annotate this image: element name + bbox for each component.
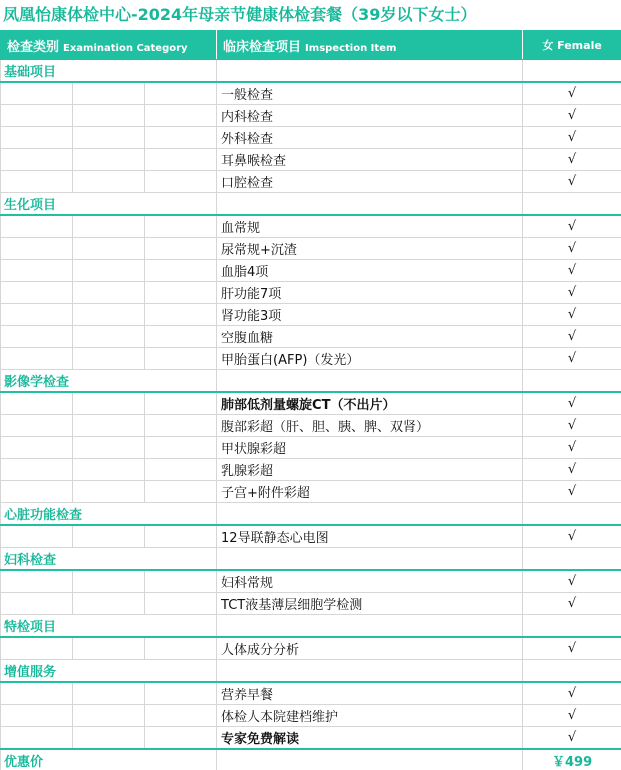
table-row	[1, 127, 621, 149]
table-row	[1, 705, 621, 727]
header-item-en: Imspection Item	[305, 43, 396, 54]
empty-cell	[145, 260, 217, 282]
item-name: 营养早餐	[217, 682, 523, 705]
empty-cell	[73, 304, 145, 326]
header-item	[217, 31, 523, 60]
price-label: 优惠价	[1, 749, 217, 770]
page-title: 凤凰怡康体检中心-2024年母亲节健康体检套餐（39岁以下女士）	[0, 0, 621, 30]
empty-cell	[145, 437, 217, 459]
category-name: 特检项目	[1, 615, 217, 638]
category-row	[1, 193, 621, 216]
empty-cell	[1, 260, 73, 282]
check-mark: √	[523, 82, 621, 105]
table-row	[1, 459, 621, 481]
item-name: 甲状腺彩超	[217, 437, 523, 459]
category-row	[1, 60, 621, 83]
empty-cell	[73, 171, 145, 193]
item-name: 子宫+附件彩超	[217, 481, 523, 503]
item-name: 体检人本院建档维护	[217, 705, 523, 727]
empty-cell	[145, 525, 217, 548]
table-row	[1, 171, 621, 193]
check-mark: √	[523, 105, 621, 127]
empty-cell	[1, 348, 73, 370]
header-category-cn: 检查类别	[7, 40, 59, 55]
item-name: 外科检查	[217, 127, 523, 149]
empty-cell	[145, 570, 217, 593]
empty-cell	[1, 215, 73, 238]
table-row	[1, 105, 621, 127]
item-name: 肝功能7项	[217, 282, 523, 304]
package-table	[0, 30, 621, 770]
item-name: 空腹血糖	[217, 326, 523, 348]
item-name: 内科检查	[217, 105, 523, 127]
check-mark: √	[523, 570, 621, 593]
empty-cell	[1, 282, 73, 304]
item-name: 乳腺彩超	[217, 459, 523, 481]
empty-cell	[145, 415, 217, 437]
header-row	[1, 31, 621, 60]
item-name: 血脂4项	[217, 260, 523, 282]
item-name: 腹部彩超（肝、胆、胰、脾、双肾）	[217, 415, 523, 437]
category-row	[1, 370, 621, 393]
check-mark: √	[523, 215, 621, 238]
header-category-en: Examination Category	[63, 43, 188, 54]
empty-cell	[73, 260, 145, 282]
table-row	[1, 727, 621, 750]
table-row	[1, 593, 621, 615]
check-mark: √	[523, 481, 621, 503]
empty-cell	[73, 105, 145, 127]
category-row	[1, 660, 621, 683]
item-name: 专家免费解读	[217, 727, 523, 750]
empty-cell	[1, 105, 73, 127]
empty-cell	[73, 238, 145, 260]
check-mark: √	[523, 171, 621, 193]
empty-cell	[145, 127, 217, 149]
item-name: 12导联静态心电图	[217, 525, 523, 548]
category-name: 影像学检查	[1, 370, 217, 393]
check-mark: √	[523, 727, 621, 750]
header-item-cn: 临床检查项目	[223, 40, 301, 55]
check-mark: √	[523, 682, 621, 705]
table-row	[1, 149, 621, 171]
item-name: TCT液基薄层细胞学检测	[217, 593, 523, 615]
empty-cell	[73, 459, 145, 481]
price-value: ￥499	[523, 749, 621, 770]
category-female-spacer	[523, 548, 621, 571]
empty-cell	[145, 392, 217, 415]
empty-cell	[1, 415, 73, 437]
table-row	[1, 392, 621, 415]
category-female-spacer	[523, 193, 621, 216]
empty-cell	[73, 82, 145, 105]
table-row	[1, 437, 621, 459]
header-category	[1, 31, 217, 60]
check-mark: √	[523, 127, 621, 149]
table-row	[1, 570, 621, 593]
empty-cell	[145, 348, 217, 370]
category-spacer	[217, 503, 523, 526]
empty-cell	[73, 682, 145, 705]
empty-cell	[1, 593, 73, 615]
empty-cell	[1, 171, 73, 193]
empty-cell	[73, 437, 145, 459]
empty-cell	[1, 304, 73, 326]
empty-cell	[1, 570, 73, 593]
empty-cell	[1, 238, 73, 260]
table-row	[1, 481, 621, 503]
category-row	[1, 503, 621, 526]
check-mark: √	[523, 705, 621, 727]
empty-cell	[145, 105, 217, 127]
check-mark: √	[523, 260, 621, 282]
check-mark: √	[523, 525, 621, 548]
item-name: 口腔检查	[217, 171, 523, 193]
table-row	[1, 82, 621, 105]
check-mark: √	[523, 637, 621, 660]
category-female-spacer	[523, 660, 621, 683]
empty-cell	[1, 727, 73, 750]
table-row	[1, 304, 621, 326]
category-female-spacer	[523, 60, 621, 83]
table-row	[1, 682, 621, 705]
item-name: 肺部低剂量螺旋CT（不出片）	[217, 392, 523, 415]
item-name: 尿常规+沉渣	[217, 238, 523, 260]
category-spacer	[217, 370, 523, 393]
empty-cell	[73, 392, 145, 415]
table-row	[1, 415, 621, 437]
category-spacer	[217, 60, 523, 83]
empty-cell	[145, 149, 217, 171]
empty-cell	[145, 304, 217, 326]
empty-cell	[73, 127, 145, 149]
item-name: 血常规	[217, 215, 523, 238]
table-row	[1, 348, 621, 370]
check-mark: √	[523, 392, 621, 415]
empty-cell	[1, 392, 73, 415]
table-body	[1, 31, 621, 770]
category-name: 增值服务	[1, 660, 217, 683]
table-row	[1, 282, 621, 304]
item-name: 妇科常规	[217, 570, 523, 593]
check-mark: √	[523, 437, 621, 459]
header-female: 女 Female	[523, 31, 621, 60]
category-spacer	[217, 615, 523, 638]
check-mark: √	[523, 149, 621, 171]
category-name: 心脏功能检查	[1, 503, 217, 526]
empty-cell	[1, 459, 73, 481]
empty-cell	[145, 215, 217, 238]
empty-cell	[1, 705, 73, 727]
category-row	[1, 615, 621, 638]
empty-cell	[145, 82, 217, 105]
category-name: 妇科检查	[1, 548, 217, 571]
category-name: 生化项目	[1, 193, 217, 216]
empty-cell	[145, 705, 217, 727]
check-mark: √	[523, 459, 621, 481]
table-row	[1, 525, 621, 548]
empty-cell	[145, 481, 217, 503]
table-row	[1, 326, 621, 348]
empty-cell	[145, 238, 217, 260]
empty-cell	[73, 525, 145, 548]
empty-cell	[73, 727, 145, 750]
empty-cell	[145, 682, 217, 705]
empty-cell	[73, 481, 145, 503]
category-female-spacer	[523, 370, 621, 393]
check-mark: √	[523, 593, 621, 615]
empty-cell	[73, 570, 145, 593]
item-name: 一般检查	[217, 82, 523, 105]
empty-cell	[73, 415, 145, 437]
empty-cell	[145, 459, 217, 481]
category-name: 基础项目	[1, 60, 217, 83]
empty-cell	[1, 637, 73, 660]
table-row	[1, 637, 621, 660]
category-female-spacer	[523, 503, 621, 526]
item-name: 甲胎蛋白(AFP)（发光）	[217, 348, 523, 370]
check-mark: √	[523, 326, 621, 348]
empty-cell	[73, 593, 145, 615]
empty-cell	[145, 727, 217, 750]
empty-cell	[73, 705, 145, 727]
category-female-spacer	[523, 615, 621, 638]
empty-cell	[73, 149, 145, 171]
category-row	[1, 548, 621, 571]
empty-cell	[73, 326, 145, 348]
empty-cell	[1, 481, 73, 503]
empty-cell	[1, 437, 73, 459]
empty-cell	[1, 82, 73, 105]
empty-cell	[73, 282, 145, 304]
category-spacer	[217, 548, 523, 571]
empty-cell	[1, 682, 73, 705]
category-spacer	[217, 660, 523, 683]
empty-cell	[1, 127, 73, 149]
empty-cell	[145, 593, 217, 615]
empty-cell	[1, 326, 73, 348]
item-name: 人体成分分析	[217, 637, 523, 660]
empty-cell	[145, 637, 217, 660]
empty-cell	[145, 326, 217, 348]
item-name: 肾功能3项	[217, 304, 523, 326]
empty-cell	[73, 215, 145, 238]
table-row	[1, 215, 621, 238]
item-name: 耳鼻喉检查	[217, 149, 523, 171]
category-spacer	[217, 193, 523, 216]
check-mark: √	[523, 304, 621, 326]
table-row	[1, 260, 621, 282]
empty-cell	[145, 282, 217, 304]
check-mark: √	[523, 282, 621, 304]
empty-cell	[73, 348, 145, 370]
empty-cell	[1, 525, 73, 548]
check-mark: √	[523, 238, 621, 260]
empty-cell	[145, 171, 217, 193]
check-mark: √	[523, 348, 621, 370]
table-row	[1, 238, 621, 260]
empty-cell	[73, 637, 145, 660]
empty-cell	[1, 149, 73, 171]
check-mark: √	[523, 415, 621, 437]
